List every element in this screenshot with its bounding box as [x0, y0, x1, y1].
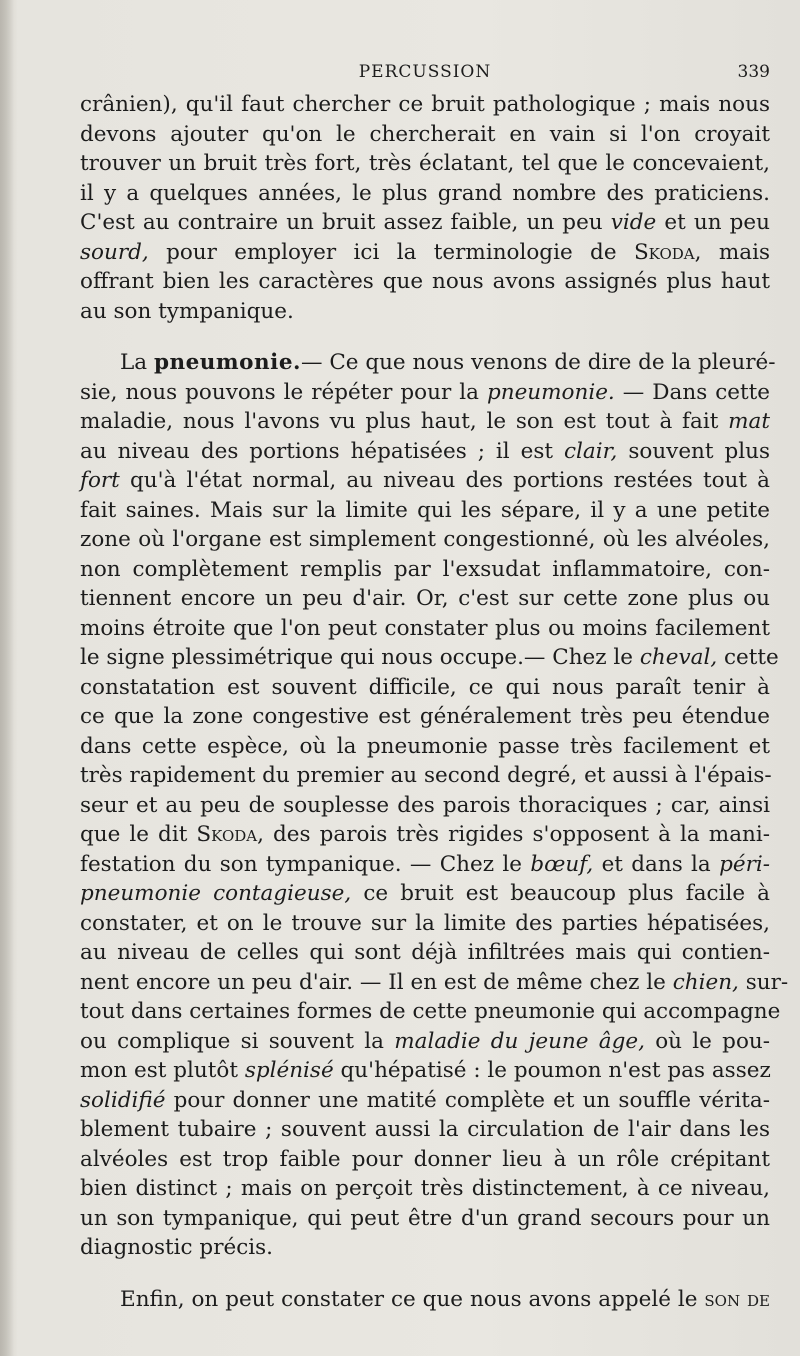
italic-term: chien, [672, 969, 739, 995]
italic-term: mat [728, 409, 770, 434]
text-segment: et dans la [601, 851, 711, 877]
text-segment: au niveau des portions hépatisées ; il est [80, 438, 554, 464]
italic-term: bœuf, [530, 851, 594, 877]
page-header [80, 62, 770, 86]
text-segment: cette [724, 645, 779, 670]
text-line [80, 879, 770, 909]
text-line [80, 1056, 770, 1086]
text-segment: sur- [745, 969, 789, 995]
text-line: constater, et on le trouve sur la limite des parties hépatisées, [80, 910, 770, 936]
text-segment: ou complique si souvent la [80, 1028, 384, 1054]
page-edge-shadow [0, 0, 14, 1356]
text-segment: pour employer ici la terminologie de [166, 239, 617, 265]
text-line [80, 348, 776, 378]
text-line [80, 378, 770, 408]
text-line: tiennent encore un peu d'air. Or, c'est sur cette zone plus ou [80, 586, 770, 611]
author-name: Skoda, [633, 239, 702, 265]
text-segment: mais [718, 239, 770, 265]
text-line: ce que la zone congestive est généralement très peu étendue [80, 704, 770, 729]
text-line: devons ajouter qu'on le chercherait en vain si l'on croyait [80, 121, 770, 147]
text-line: zone où l'organe est simplement congestionné, où les alvéoles, [80, 527, 770, 552]
text-segment: où le pou- [655, 1028, 770, 1054]
text-line: tout dans certaines formes de cette pneumonie qui accompagne [80, 999, 781, 1024]
section-heading: pneumonie. [153, 350, 301, 375]
text-line [80, 437, 770, 467]
text-segment: mon est plutôt [80, 1058, 238, 1083]
text-line: non complètement remplis par l'exsudat inflammatoire, con- [80, 556, 770, 582]
text-line [80, 208, 770, 238]
text-line [80, 643, 779, 673]
italic-term: splénisé [244, 1058, 334, 1083]
text-line: seur et au peu de souplesse des parois thoraciques ; car, ainsi [80, 792, 770, 818]
text-line [80, 820, 770, 850]
text-segment: qu'hépatisé : le poumon n'est pas assez [340, 1058, 771, 1083]
italic-term: pneumonie contagieuse, [80, 881, 352, 906]
text-segment: maladie, nous l'avons vu plus haut, le son est tout à fait [80, 409, 719, 434]
text-line [80, 407, 770, 437]
italic-term: fort [80, 468, 120, 493]
text-segment: — Ce que nous venons de dire de la pleuré- [300, 350, 776, 375]
italic-term: solidifié [80, 1087, 166, 1113]
paragraph-gap [80, 326, 770, 348]
paragraph-3 [80, 1285, 770, 1315]
text-line: au son tympanique. [80, 298, 294, 324]
paragraph-gap [80, 1263, 770, 1285]
text-segment: C'est au contraire un bruit assez faible, un peu [80, 210, 603, 235]
text-segment: ce bruit est beaucoup plus facile à [363, 881, 770, 906]
text-line [80, 238, 770, 268]
text-segment: festation du son tympanique. — Chez le [80, 851, 522, 877]
text-line: bien distinct ; mais on perçoit très distinctement, à ce niveau, [80, 1176, 770, 1201]
italic-term: sourd, [80, 239, 149, 265]
text-line [80, 466, 770, 496]
text-line: dans cette espèce, où la pneumonie passe très facilement et [80, 733, 770, 759]
text-line: moins étroite que l'on peut constater plus ou moins facilement [80, 615, 770, 641]
text-line: au niveau de celles qui sont déjà infiltrées mais qui contien- [80, 940, 770, 965]
text-segment: et un peu [664, 210, 770, 235]
small-caps-term: son de [704, 1286, 770, 1312]
text-line: offrant bien les caractères que nous avons assignés plus haut [80, 269, 770, 294]
text-line [80, 1086, 770, 1116]
text-segment: La [120, 350, 148, 375]
text-segment: nent encore un peu d'air. — Il en est de même chez le [80, 969, 666, 995]
text-segment: le signe plessimétrique qui nous occupe.— Chez le [80, 645, 634, 670]
italic-term: cheval, [639, 645, 718, 670]
italic-term: maladie du jeune âge, [394, 1028, 645, 1054]
text-segment: — Dans cette [622, 379, 770, 405]
italic-term: pneumonie. [486, 379, 615, 405]
running-head: PERCUSSION [358, 62, 492, 82]
italic-term: vide [610, 210, 657, 235]
text-line: fait saines. Mais sur la limite qui les sépare, il y a une petite [80, 497, 770, 523]
text-line: blement tubaire ; souvent aussi la circulation de l'air dans les [80, 1117, 770, 1142]
paragraph-1 [80, 90, 770, 326]
text-segment: sie, nous pouvons le répéter pour la [80, 379, 479, 405]
text-line: il y a quelques années, le plus grand nombre des praticiens. [80, 180, 770, 206]
text-segment: souvent plus [628, 438, 770, 464]
text-line: alvéoles est trop faible pour donner lieu à un rôle crépitant [80, 1146, 770, 1172]
text-line: diagnostic précis. [80, 1235, 273, 1260]
text-segment: pour donner une matité complète et un souffle vérita- [173, 1087, 770, 1113]
text-line: trouver un bruit très fort, très éclatant, tel que le concevaient, [80, 151, 770, 176]
text-segment: qu'à l'état normal, au niveau des portions restées tout à [129, 468, 770, 493]
body-text [80, 90, 789, 1314]
text-line: un son tympanique, qui peut être d'un grand secours pour un [80, 1205, 770, 1231]
italic-term: clair, [564, 438, 618, 464]
text-line: très rapidement du premier au second degré, et aussi à l'épais- [80, 763, 772, 788]
page-number: 339 [737, 62, 770, 82]
text-segment: que le dit [80, 822, 188, 847]
text-segment: Enfin, on peut constater ce que nous avons appelé le [120, 1286, 698, 1312]
text-line: constatation est souvent difficile, ce qui nous paraît tenir à [80, 674, 770, 700]
text-line [80, 1285, 770, 1315]
text-line [80, 1027, 770, 1057]
paragraph-2 [80, 348, 789, 1263]
text-line [80, 850, 770, 880]
text-line [80, 968, 789, 998]
author-name: Skoda, [196, 822, 264, 847]
text-line: crânien), qu'il faut chercher ce bruit pathologique ; mais nous [80, 92, 770, 117]
italic-term: péri- [719, 851, 771, 877]
text-segment: des parois très rigides s'opposent à la mani- [273, 822, 770, 847]
